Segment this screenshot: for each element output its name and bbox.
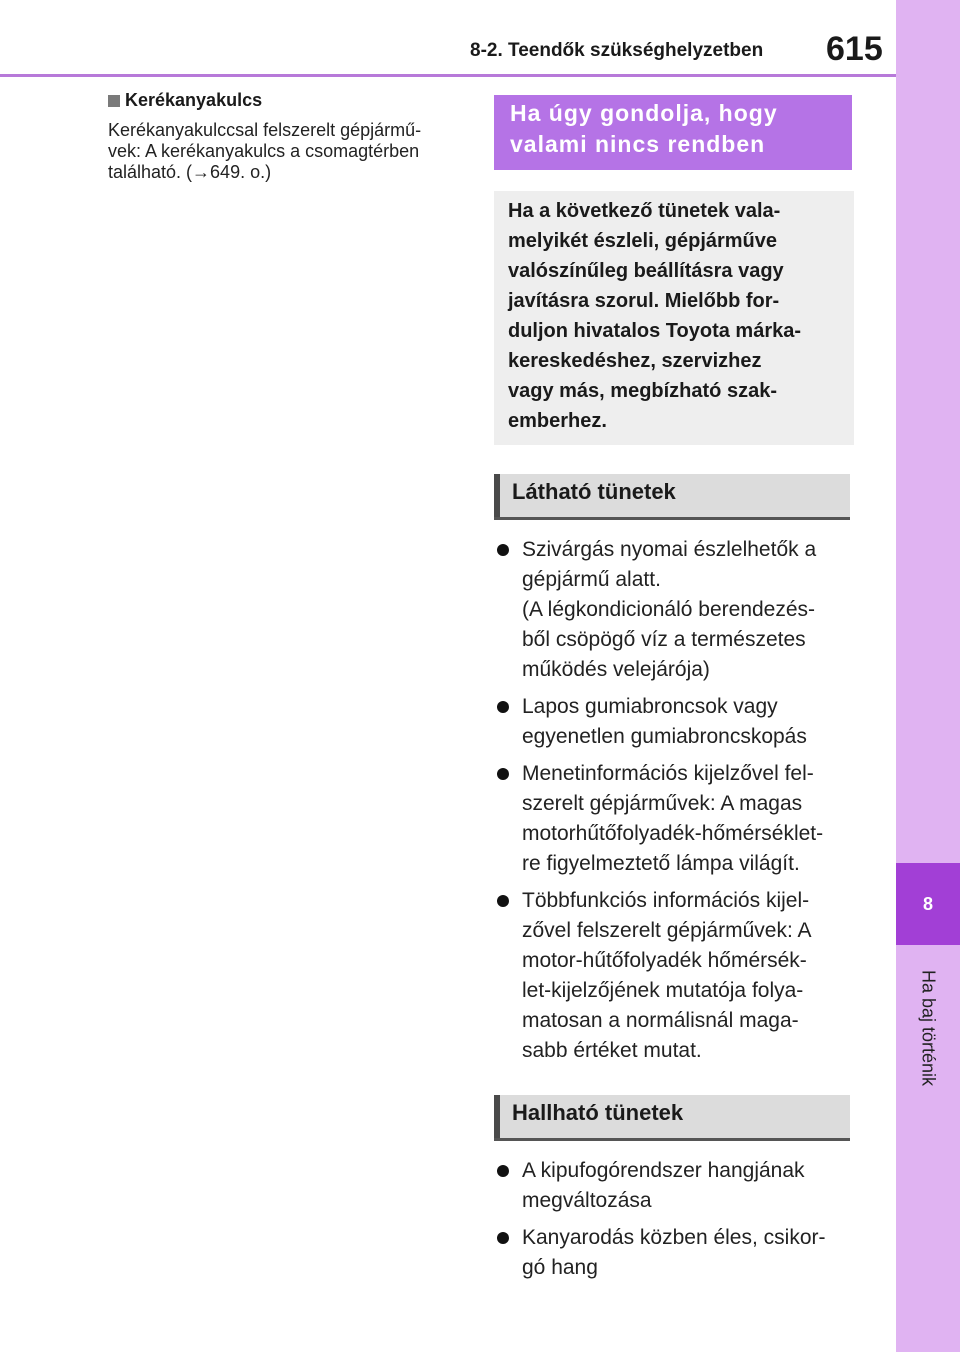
intro-box [494,191,854,445]
audible-symptoms-heading: Hallható tünetek [494,1095,850,1141]
subsection-heading [108,90,468,111]
list-item: A kipufogórendszer hangjának megváltozása [494,1156,854,1216]
section-banner: Ha úgy gondolja, hogy valami nincs rendben [494,95,852,170]
audible-symptoms-list [494,1156,854,1283]
chapter-number-tab[interactable]: 8 [896,863,960,945]
chapter-side-tab [896,0,960,1352]
intro-text: Ha a következő tünetek vala- melyikét észleli, gépjárműve valószínűleg beállításra vagy javításra szorul. Mielőbb for- duljon hivatalos Toyota márka- kereskedéshez, szervizhez vagy más, megbízható szak- emberhez. [508,200,802,432]
bullet-dot-icon [497,1232,509,1244]
list-item: Szivárgás nyomai észlelhetők a gépjármű alatt. (A légkondicionáló berendezés- ből csöpögő víz a természetes működés velejárója) [494,535,854,685]
page-number: 615 [826,30,883,68]
bullet-dot-icon [497,1165,509,1177]
left-column [108,90,468,183]
wrench-location-text [108,120,468,183]
bullet-dot-icon [497,701,509,713]
header-divider [0,74,896,77]
square-bullet-icon [108,95,120,107]
visible-symptoms-heading: Látható tünetek [494,474,850,520]
bullet-dot-icon [497,768,509,780]
list-item: Menetinformációs kijelzővel fel- szerelt gépjárművek: A magas motorhűtőfolyadék-hőmérséklet- re figyelmeztető lámpa világít. [494,759,854,879]
visible-symptoms-list [494,535,854,1066]
chapter-title: Ha baj történik [918,969,939,1087]
bullet-dot-icon [497,895,509,907]
right-column [494,95,854,1290]
section-title: 8-2. Teendők szükséghelyzetben [470,40,764,61]
subsection-heading-text: Kerékanyakulcs [125,90,263,110]
bullet-dot-icon [497,544,509,556]
wrench-location-body: Kerékanyakulccsal felszerelt gépjármű- vek: A kerékanyakulcs a csomagtérben található. (→649. o.) [108,120,422,182]
list-item: Többfunkciós információs kijel- zővel felszerelt gépjárművek: A motor-hűtőfolyadék hőmérsék- let-kijelzőjének mutatója folya- matosan a normálisnál maga- sabb értéket mutat. [494,886,854,1066]
list-item: Kanyarodás közben éles, csikor- gó hang [494,1223,854,1283]
list-item: Lapos gumiabroncsok vagy egyenetlen gumiabroncskopás [494,692,854,752]
